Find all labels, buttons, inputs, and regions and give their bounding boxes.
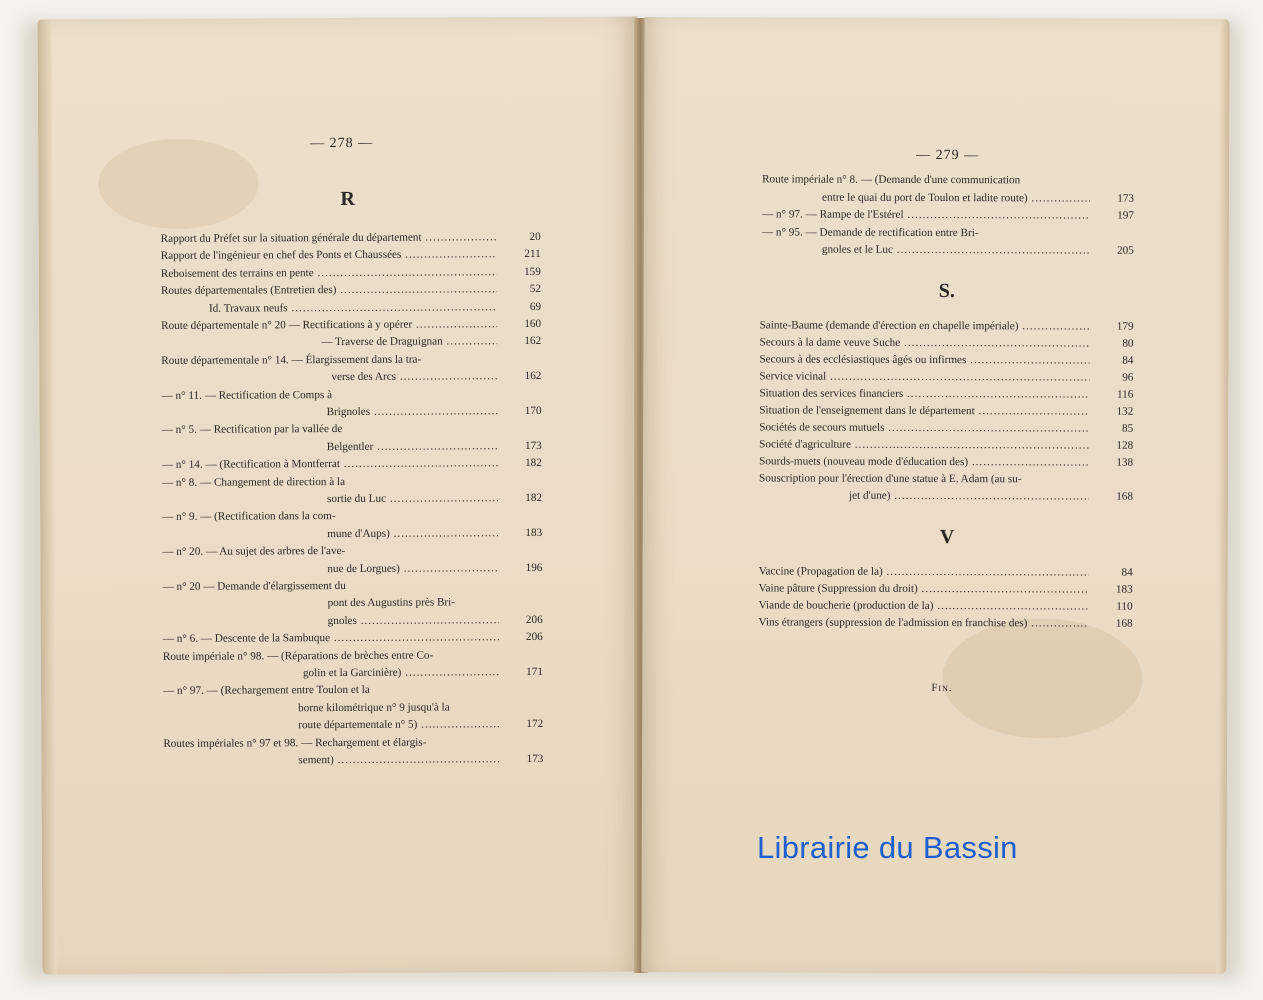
index-entry (163, 681, 543, 700)
index-entry (162, 473, 542, 492)
entry-text: Situation de l'enseignement dans le département ..... (759, 402, 1089, 420)
index-entry (759, 470, 1133, 488)
page-number-right: — 279 — (916, 147, 980, 164)
entry-page-number: 162 (524, 370, 542, 383)
entry-page-number: 197 (1117, 209, 1134, 222)
entry-text: nue de Lorgues) ..... (327, 560, 498, 578)
entry-page-number: 183 (1115, 583, 1133, 596)
entry-page-number: 173 (1117, 192, 1135, 205)
entry-text: Souscription pour l'érection d'une statue à E. Adam (au su- (759, 472, 1022, 486)
index-entry (762, 206, 1134, 224)
entry-text: Secours à la dame veuve Suche ..... (760, 334, 1090, 352)
index-list-left (160, 229, 544, 767)
index-entry (327, 490, 542, 508)
entry-page-number: 85 (1122, 422, 1134, 435)
entry-text: gnoles ..... (328, 612, 499, 630)
index-entry (163, 629, 543, 648)
entry-text: borne kilométrique n° 9 jusqu'à la (298, 701, 450, 715)
entry-page-number: 20 (529, 230, 541, 244)
index-entry (161, 316, 541, 335)
index-entry (163, 647, 543, 666)
entry-page-number: 84 (1121, 566, 1133, 579)
entry-text: Routes impériales n° 97 et 98. — Rechargement et élargis- (163, 736, 427, 750)
entry-page-number: 182 (525, 491, 543, 505)
entry-page-number: 172 (526, 718, 544, 731)
index-entry (762, 171, 1134, 189)
entry-text: Secours à des ecclésiastiques âgés ou infirmes ..... (759, 351, 1089, 369)
entry-text: Vaccine (Propagation de la) ..... (759, 563, 1089, 581)
open-book (40, 18, 1230, 973)
entry-page-number: 80 (1122, 337, 1134, 350)
entry-page-number: 69 (529, 300, 542, 313)
entry-text: entre le quai du port de Toulon et ladite route) ..... (822, 189, 1090, 207)
index-list-v (758, 563, 1133, 630)
entry-text: — n° 97. — Rampe de l'Estérel ..... (762, 206, 1090, 224)
entry-page-number: 132 (1116, 405, 1134, 418)
index-entry (759, 436, 1133, 454)
page-number-left: — 278 — (310, 135, 374, 152)
index-entry (321, 333, 541, 351)
index-entry (298, 716, 543, 734)
entry-page-number: 171 (526, 665, 543, 679)
entry-page-number: 162 (524, 335, 542, 348)
entry-page-number: 96 (1122, 371, 1134, 384)
entry-page-number: 205 (1117, 244, 1134, 257)
entry-page-number: 116 (1116, 388, 1134, 401)
entry-text: Route impériale n° 8. — (Demande d'une communication (762, 173, 1021, 187)
index-entry (161, 386, 541, 405)
entry-text: Société d'agriculture ..... (759, 436, 1089, 454)
entry-page-number: 128 (1116, 439, 1134, 452)
entry-page-number: 182 (525, 457, 542, 470)
index-entry (762, 224, 1134, 242)
entry-text: Service vicinal ..... (759, 368, 1089, 386)
entry-text: golin et la Garcinière) ..... (303, 664, 499, 682)
end-marker: Fin. (931, 681, 953, 695)
entry-page-number: 206 (525, 631, 543, 644)
entry-text: Viande de boucherie (production de la) ..... (759, 597, 1089, 615)
index-entry (209, 299, 541, 318)
entry-text: Belgentler ..... (327, 438, 498, 456)
index-entry (759, 419, 1133, 437)
entry-page-number: 183 (525, 526, 543, 539)
index-entry (163, 734, 543, 753)
index-entry (162, 455, 542, 474)
entry-text: mune d'Aups) ..... (327, 525, 498, 543)
entry-page-number: 173 (526, 752, 544, 766)
entry-text: — n° 20. — Au sujet des arbres de l'ave- (162, 545, 346, 559)
entry-text: Situation des services financiers ..... (759, 385, 1089, 403)
entry-text: Vins étrangers (suppression de l'admission en franchise des) ..... (759, 614, 1089, 632)
entry-text: Route départementale n° 14. — Élargissement dans la tra- (161, 353, 422, 367)
entry-text: pont des Augustins près Bri- (327, 596, 456, 610)
index-entry (161, 246, 541, 265)
entry-text: — n° 11. — Rectification de Comps à (161, 388, 333, 402)
index-entry (759, 368, 1133, 386)
section-letter-s: S. (938, 280, 955, 303)
index-entry (327, 438, 542, 456)
entry-text: sement) ..... (298, 751, 499, 769)
entry-page-number: 138 (1116, 456, 1134, 469)
entry-text: Route impériale n° 98. — (Réparations de brèches entre Co- (162, 649, 434, 663)
entry-text: sortie du Luc ..... (327, 490, 498, 508)
entry-page-number: 173 (524, 439, 542, 452)
index-entry (849, 488, 1133, 506)
index-entry (161, 264, 541, 283)
entry-page-number: 211 (524, 248, 541, 261)
index-entry (760, 317, 1134, 335)
entry-text: Rapport du Préfet sur la situation générale du département ..... (161, 229, 497, 248)
index-entry (161, 281, 541, 300)
index-entry (161, 229, 541, 248)
index-entry (162, 420, 542, 439)
entry-page-number: 168 (1115, 617, 1133, 630)
entry-text: Routes départementales (Entretien des) ..... (161, 281, 497, 300)
index-entry (822, 189, 1134, 207)
index-entry (760, 334, 1134, 352)
entry-text: Rapport de l'ingénieur en chef des Ponts et Chaussées ..... (161, 247, 497, 266)
index-entry (303, 664, 543, 682)
entry-page-number: 52 (529, 283, 541, 296)
index-entry (161, 351, 541, 370)
index-entry (759, 385, 1133, 403)
left-page (38, 16, 643, 974)
entry-text: — n° 20 — Demande d'élargissement du (162, 579, 346, 593)
entry-text: Sainte-Baume (demande d'érection en chapelle impériale) ..... (760, 317, 1090, 335)
entry-page-number: 170 (524, 404, 542, 418)
watermark-logo: Librairie du Bassin (757, 830, 1018, 865)
index-list-s (759, 317, 1134, 503)
index-entry (327, 525, 542, 543)
entry-text: — n° 5. — Rectification par la vallée de (161, 423, 343, 437)
entry-page-number: 160 (524, 317, 542, 331)
entry-page-number: 196 (525, 561, 543, 574)
entry-text: — Traverse de Draguignan ..... (321, 334, 497, 352)
paper-stain (98, 138, 258, 229)
index-entry (759, 402, 1133, 420)
entry-page-number: 168 (1116, 490, 1134, 503)
index-entry (327, 560, 542, 578)
index-entry (162, 507, 542, 526)
index-entry (327, 403, 542, 421)
index-entry (759, 580, 1133, 598)
section-letter-r: R (340, 187, 355, 210)
entry-text: Brignoles ..... (327, 403, 498, 421)
paper-stain (942, 618, 1142, 739)
entry-text: — n° 14. — (Rectification à Montferrat ..... (162, 455, 498, 474)
entry-text: route départementale n° 5) ..... (298, 716, 499, 734)
entry-page-number: 206 (525, 613, 543, 626)
entry-text: Reboisement des terrains en pente ..... (161, 264, 497, 283)
index-list-right-top (761, 171, 1135, 257)
entry-page-number: 159 (524, 265, 541, 278)
index-entry (298, 699, 543, 717)
entry-text: verse des Arcs ..... (331, 368, 497, 386)
index-entry (759, 563, 1133, 581)
index-entry (298, 751, 543, 769)
entry-page-number: 84 (1122, 354, 1134, 367)
index-entry (759, 351, 1133, 369)
entry-text: — n° 95. — Demande de rectification entre Bri- (761, 225, 979, 239)
index-entry (759, 614, 1133, 632)
section-letter-v: V (939, 526, 955, 549)
entry-text: Route départementale n° 20 — Rectifications à y opérer ..... (161, 316, 497, 335)
index-entry (759, 453, 1133, 471)
entry-text: — n° 8. — Changement de direction à la (161, 475, 346, 489)
entry-text: — n° 6. — Descente de la Sambuque ..... (163, 629, 499, 648)
index-entry (822, 242, 1134, 260)
index-entry (759, 597, 1133, 615)
entry-page-number: 179 (1116, 320, 1134, 333)
index-entry (331, 368, 541, 386)
entry-text: jet d'une) ..... (849, 488, 1089, 506)
entry-text: Sociétés de secours mutuels ..... (759, 419, 1089, 437)
entry-text: Vaine pâture (Suppression du droit) ..... (759, 580, 1089, 598)
entry-text: gnoles et le Luc ..... (822, 242, 1090, 260)
entry-page-number: 110 (1116, 600, 1133, 613)
entry-text: Sourds-muets (nouveau mode d'éducation des) ..... (759, 453, 1089, 471)
index-entry (328, 612, 543, 630)
index-entry (162, 577, 542, 596)
index-entry (162, 542, 542, 561)
index-entry (328, 594, 543, 612)
entry-text: — n° 97. — (Rechargement entre Toulon et la (162, 684, 370, 698)
entry-text: Id. Travaux neufs ..... (209, 299, 497, 318)
entry-text: — n° 9. — (Rectification dans la com- (162, 510, 336, 524)
